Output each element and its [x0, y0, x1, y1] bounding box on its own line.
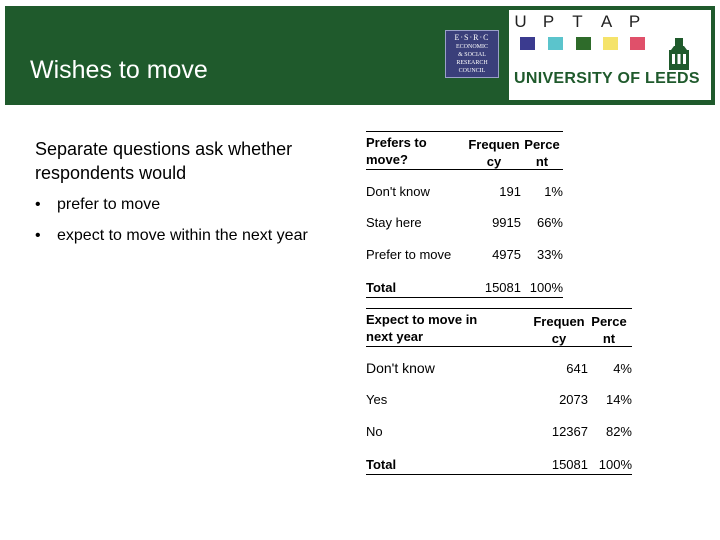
table-rule: [366, 474, 632, 475]
university-tower-icon: [665, 36, 693, 70]
header-line: nt: [535, 154, 549, 169]
table-cell-frequency: 15081: [484, 280, 521, 295]
table-cell-frequency: 2073: [559, 392, 588, 407]
table-cell-frequency: 4975: [492, 247, 521, 262]
uptap-letter: P: [542, 12, 556, 31]
bullet-text: expect to move within the next year: [57, 227, 308, 244]
table-cell-label: Stay here: [366, 215, 422, 230]
uptap-logo: [509, 12, 649, 56]
esrc-line: & SOCIAL: [458, 52, 486, 58]
uptap-square: [630, 37, 645, 50]
table-cell-frequency: 15081: [551, 457, 588, 472]
header-line: Prefers to: [366, 135, 427, 150]
header-line: cy: [551, 331, 567, 346]
uptap-letter: A: [600, 12, 614, 31]
university-name: UNIVERSITY OF LEEDS: [514, 70, 700, 87]
header-line: nt: [602, 331, 616, 346]
header-line: Expect to move in: [366, 312, 478, 327]
uptap-square: [548, 37, 563, 50]
table-header-label: [366, 311, 477, 345]
uptap-letter: P: [628, 12, 642, 31]
uptap-square: [576, 37, 591, 50]
table-header-label: [366, 134, 427, 168]
table-rule: [366, 308, 632, 309]
table-header-percent: [522, 136, 562, 170]
table-cell-label: Yes: [366, 392, 388, 407]
esrc-logo: [445, 30, 499, 78]
uptap-letter: U: [514, 12, 528, 31]
table-cell-frequency: 12367: [551, 424, 588, 439]
table-rule: [366, 297, 563, 298]
header-line: cy: [486, 154, 502, 169]
page-title: Wishes to move: [30, 56, 208, 84]
header-line: move?: [366, 152, 408, 167]
table-cell-percent: 1%: [544, 184, 563, 199]
esrc-line: E·S·R·C: [454, 33, 490, 42]
table-cell-percent: 66%: [536, 215, 563, 230]
table-cell-label: Total: [366, 457, 397, 472]
table-cell-percent: 4%: [613, 361, 632, 376]
table-cell-label: Don't know: [366, 184, 430, 199]
header-line: Perce: [591, 314, 627, 329]
uptap-square: [520, 37, 535, 50]
header-line: next year: [366, 329, 424, 344]
header-line: Frequen: [533, 314, 585, 329]
table-rule: [366, 346, 632, 347]
table-cell-frequency: 191: [499, 184, 521, 199]
esrc-line: ECONOMIC: [455, 44, 488, 50]
esrc-line: COUNCIL: [458, 68, 486, 74]
table-cell-percent: 82%: [605, 424, 632, 439]
table-header-percent: [589, 313, 629, 347]
table-cell-frequency: 9915: [492, 215, 521, 230]
table-cell-frequency: 641: [566, 361, 588, 376]
intro-text: Separate questions ask whether respondents would: [35, 139, 293, 183]
bullet-text: prefer to move: [57, 196, 161, 213]
table-header-frequency: [465, 136, 523, 170]
table-cell-label: Total: [366, 280, 397, 295]
header-line: Perce: [524, 137, 560, 152]
table-cell-percent: 100%: [529, 280, 563, 295]
table-cell-percent: 100%: [598, 457, 632, 472]
uptap-square: [603, 37, 618, 50]
table-cell-label: No: [366, 424, 383, 439]
header-line: Frequen: [468, 137, 520, 152]
table-rule: [366, 131, 563, 132]
bullet-dot: •: [35, 227, 41, 244]
esrc-line: RESEARCH: [456, 60, 488, 66]
table-rule: [366, 169, 563, 170]
table-cell-label: Don't know: [366, 360, 435, 376]
table-header-frequency: [530, 313, 588, 347]
table-cell-percent: 14%: [605, 392, 632, 407]
uptap-letter: T: [572, 12, 584, 31]
bullet-dot: •: [35, 196, 41, 213]
table-cell-label: Prefer to move: [366, 247, 452, 262]
table-cell-percent: 33%: [536, 247, 563, 262]
